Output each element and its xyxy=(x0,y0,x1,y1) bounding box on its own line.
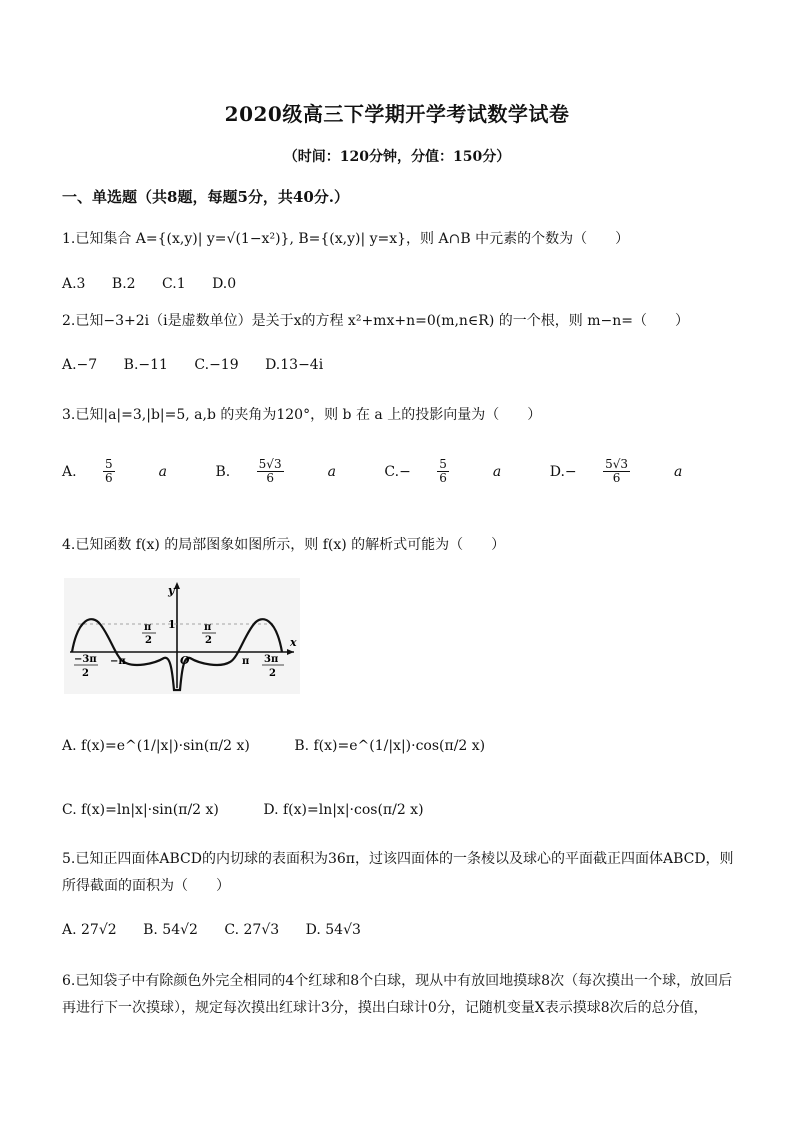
option-c: C.− $\frac{5}{6}$ a xyxy=(384,457,502,486)
option-d: D.− $\frac{5√3}{6}$ a xyxy=(549,457,683,486)
neg-three-pi-den: 2 xyxy=(82,668,89,679)
option-c: C.1 xyxy=(162,276,186,292)
option-c: C. f(x)=ln|x|·sin(π/2 x) xyxy=(62,802,219,818)
pi-label: π xyxy=(242,656,250,667)
pi-half-left-den: 2 xyxy=(145,635,152,646)
question-4: 4.已知函数 f(x) 的局部图象如图所示，则 f(x) 的解析式可能为（ ） xyxy=(62,537,506,553)
option-d: D.13−4i xyxy=(265,357,324,373)
one-label: 1 xyxy=(168,618,176,631)
option-a-letter: A. xyxy=(62,463,77,480)
option-b: B.2 xyxy=(111,276,136,292)
option-a: A.−7 xyxy=(62,357,98,373)
x-label: x xyxy=(290,636,297,649)
question-2-options xyxy=(62,357,345,373)
neg-three-pi-num: −3π xyxy=(74,654,97,665)
option-d-letter: D.− xyxy=(549,463,577,480)
option-c: C.−19 xyxy=(194,357,239,373)
frac-numerator: 5√3 xyxy=(605,457,628,471)
three-pi-den: 2 xyxy=(269,668,276,679)
option-b: B. 54√2 xyxy=(143,922,198,938)
option-a: A. $\frac{5}{6}$ a xyxy=(62,457,168,486)
neg-pi-label: −π xyxy=(110,656,126,667)
question-5: 5.已知正四面体ABCD的内切球的表面积为36π，过该四面体的一条棱以及球心的平面截正四面体ABCD，则所得截面的面积为（ ） xyxy=(62,851,734,894)
origin-label: O xyxy=(180,654,190,667)
option-b: B.−11 xyxy=(123,357,168,373)
three-pi-num: 3π xyxy=(264,654,279,665)
question-6: 6.已知袋子中有除颜色外完全相同的4个红球和8个白球，现从中有放回地摸球8次（每次摸出一个球，放回后再进行下一次摸球），规定每次摸出红球计3分，摸出白球计0分，记随机变量X表示摸球8次后的总分值， xyxy=(62,973,733,1016)
pi-half-left-num: π xyxy=(144,622,152,633)
exam-title: 2020级高三下学期开学考试数学试卷 xyxy=(224,102,570,126)
question-5-options xyxy=(62,922,383,938)
frac-denominator: 6 xyxy=(105,471,113,486)
option-d: D.0 xyxy=(212,276,237,292)
question-4-options-row1 xyxy=(62,738,507,754)
pi-half-right-den: 2 xyxy=(205,635,212,646)
section-heading: 一、单选题（共8题，每题5分，共40分.） xyxy=(62,188,349,206)
option-b: B. f(x)=e^(1/|x|)·cos(π/2 x) xyxy=(294,738,486,754)
question-4-options-row2 xyxy=(62,802,446,818)
option-c-fraction xyxy=(437,458,471,485)
question-3: 3.已知|a|=3,|b|=5, a,b 的夹角为120°，则 b 在 a 上的投影向量为（ ） xyxy=(62,407,542,423)
question-2: 2.已知−3+2i（i是虚数单位）是关于x的方程 x²+mx+n=0(m,n∈R) 的一个根，则 m−n=（ ） xyxy=(62,313,689,329)
question-1: 1.已知集合 A={(x,y)| y=√(1−x²)}, B={(x,y)| y=x}，则 A∩B 中元素的个数为（ ） xyxy=(62,231,630,247)
frac-denominator: 6 xyxy=(612,471,621,486)
option-a: A.3 xyxy=(62,276,86,292)
option-a-fraction xyxy=(103,458,137,485)
option-d: D. 54√3 xyxy=(305,922,361,938)
option-b: B. $\frac{5√3}{6}$ a xyxy=(215,457,336,486)
exam-subtitle: （时间：120分钟，分值：150分） xyxy=(283,149,511,165)
pi-half-right-num: π xyxy=(204,622,212,633)
question-1-options xyxy=(62,276,258,292)
option-c: C. 27√3 xyxy=(224,922,280,938)
frac-denominator: 6 xyxy=(439,471,447,486)
function-graph xyxy=(64,578,300,694)
frac-denominator: 6 xyxy=(266,471,274,486)
option-c-letter: C.− xyxy=(384,463,411,480)
question-3-options xyxy=(62,458,726,485)
frac-numerator: 5 xyxy=(439,457,447,471)
option-a: A. 27√2 xyxy=(62,922,117,938)
frac-numerator: 5√3 xyxy=(258,457,282,471)
option-a: A. f(x)=e^(1/|x|)·sin(π/2 x) xyxy=(62,738,250,754)
y-label: y xyxy=(168,584,175,597)
option-b-fraction xyxy=(257,458,306,485)
frac-numerator: 5 xyxy=(105,457,113,471)
option-d: D. f(x)=ln|x|·cos(π/2 x) xyxy=(263,802,424,818)
option-b-letter: B. xyxy=(215,463,231,480)
option-d-fraction xyxy=(603,458,652,485)
